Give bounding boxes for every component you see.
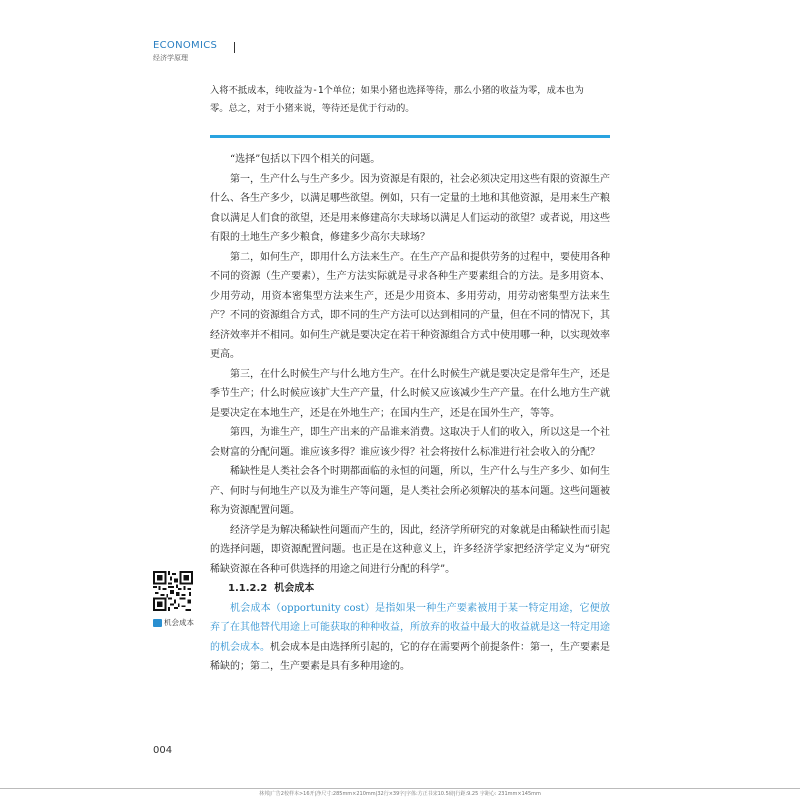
footer-rule (0, 788, 800, 789)
running-header-title: ECONOMICS (153, 40, 218, 51)
qr-code-icon[interactable] (153, 571, 193, 611)
paragraph-economics-definition: 经济学是为解决稀缺性问题而产生的，因此，经济学所研究的对象就是由稀缺性而引起的选择问题，即资源配置问题。也正是在这种意义上，许多经济学家把经济学定义为“研究稀缺资源在各种可供选择的用途之间进行分配的科学”。 (210, 524, 610, 575)
paragraph-what-to-produce: 第一，生产什么与生产多少。因为资源是有限的，社会必须决定用这些有限的资源生产什么、各生产多少，以满足哪些欲望。例如，只有一定量的土地和其他资源，是用来生产粮食以满足人们食的欲望，还是用来修建高尔夫球场以满足人们运动的欲望？或者说，用这些有限的土地生产多少粮食，修建多少高尔夫球场？ (210, 173, 610, 243)
section-title: 机会成本 (274, 583, 315, 594)
case-box-line-1: 入将不抵成本，纯收益为-1个单位；如果小猪也选择等待，那么小猪的收益为零，成本也为 (210, 85, 584, 96)
page-number: 004 (153, 745, 173, 756)
running-header-subtitle: 经济学原理 (153, 54, 188, 62)
qr-caption (153, 617, 194, 628)
header-divider (234, 42, 235, 53)
paragraph-intro: “选择”包括以下四个相关的问题。 (230, 154, 381, 165)
case-box-line-2: 零。总之，对于小猪来说，等待还是优于行动的。 (210, 103, 415, 114)
opportunity-cost-conditions: 机会成本是由选择所引起的，它的存在需要两个前提条件：第一，生产要素是稀缺的；第二，生产要素是具有多种用途的。 (210, 641, 610, 672)
paragraph-scarcity: 稀缺性是人类社会各个时期都面临的永恒的问题，所以，生产什么与生产多少、如何生产、何时与何地生产以及为谁生产等问题，是人类社会所必须解决的基本问题。这些问题被称为资源配置问题。 (210, 466, 610, 516)
section-number: 1.1.2.2 (228, 583, 268, 594)
print-spec-note: 林邦|广告2校样本>16开|净尺寸:285mm×210mm|32行×39字|字体:方正书宋10.5磅|行距:9.25 字距心: 231mm×145mm (259, 791, 541, 797)
section-heading (210, 579, 610, 599)
qr-caption-text: 机会成本 (164, 618, 194, 627)
body-text (210, 150, 610, 677)
video-folder-icon (153, 619, 162, 627)
case-box-bottom-rule (210, 135, 610, 138)
case-box-ending (210, 82, 610, 118)
paragraph-for-whom: 第四，为谁生产，即生产出来的产品谁来消费。这取决于人们的收入，所以这是一个社会财富的分配问题。谁应该多得？谁应该少得？社会将按什么标准进行社会收入的分配？ (210, 427, 610, 458)
paragraph-opportunity-cost (210, 599, 610, 677)
paragraph-how-to-produce: 第二，如何生产，即用什么方法来生产。在生产产品和提供劳务的过程中，要使用各种不同的资源（生产要素），生产方法实际就是寻求各种生产要素组合的方法。是多用资本、少用劳动，用资本密集型方法来生产，还是少用资本、多用劳动，用劳动密集型方法来生产？不同的资源组合方式，即不同的生产方法可以达到相同的产量，但在不同的情况下，其经济效率并不相同。如何生产就是要决定在若干种资源组合方式中使用哪一种，以实现效率更高。 (210, 251, 610, 360)
opportunity-cost-definition: 机会成本（opportunity cost）是指如果一种生产要素被用于某一特定用途，它便放弃了在其他替代用途上可能获取的种种收益，所放弃的收益中最大的收益就是这一特定用途的机会成本。 (210, 602, 610, 653)
paragraph-when-where: 第三，在什么时候生产与什么地方生产。在什么时候生产就是要决定是常年生产，还是季节生产；什么时候应该扩大生产产量，什么时候又应该减少生产产量。在什么地方生产就是要决定在本地生产，还是在外地生产；在国内生产，还是在国外生产，等等。 (210, 368, 610, 419)
